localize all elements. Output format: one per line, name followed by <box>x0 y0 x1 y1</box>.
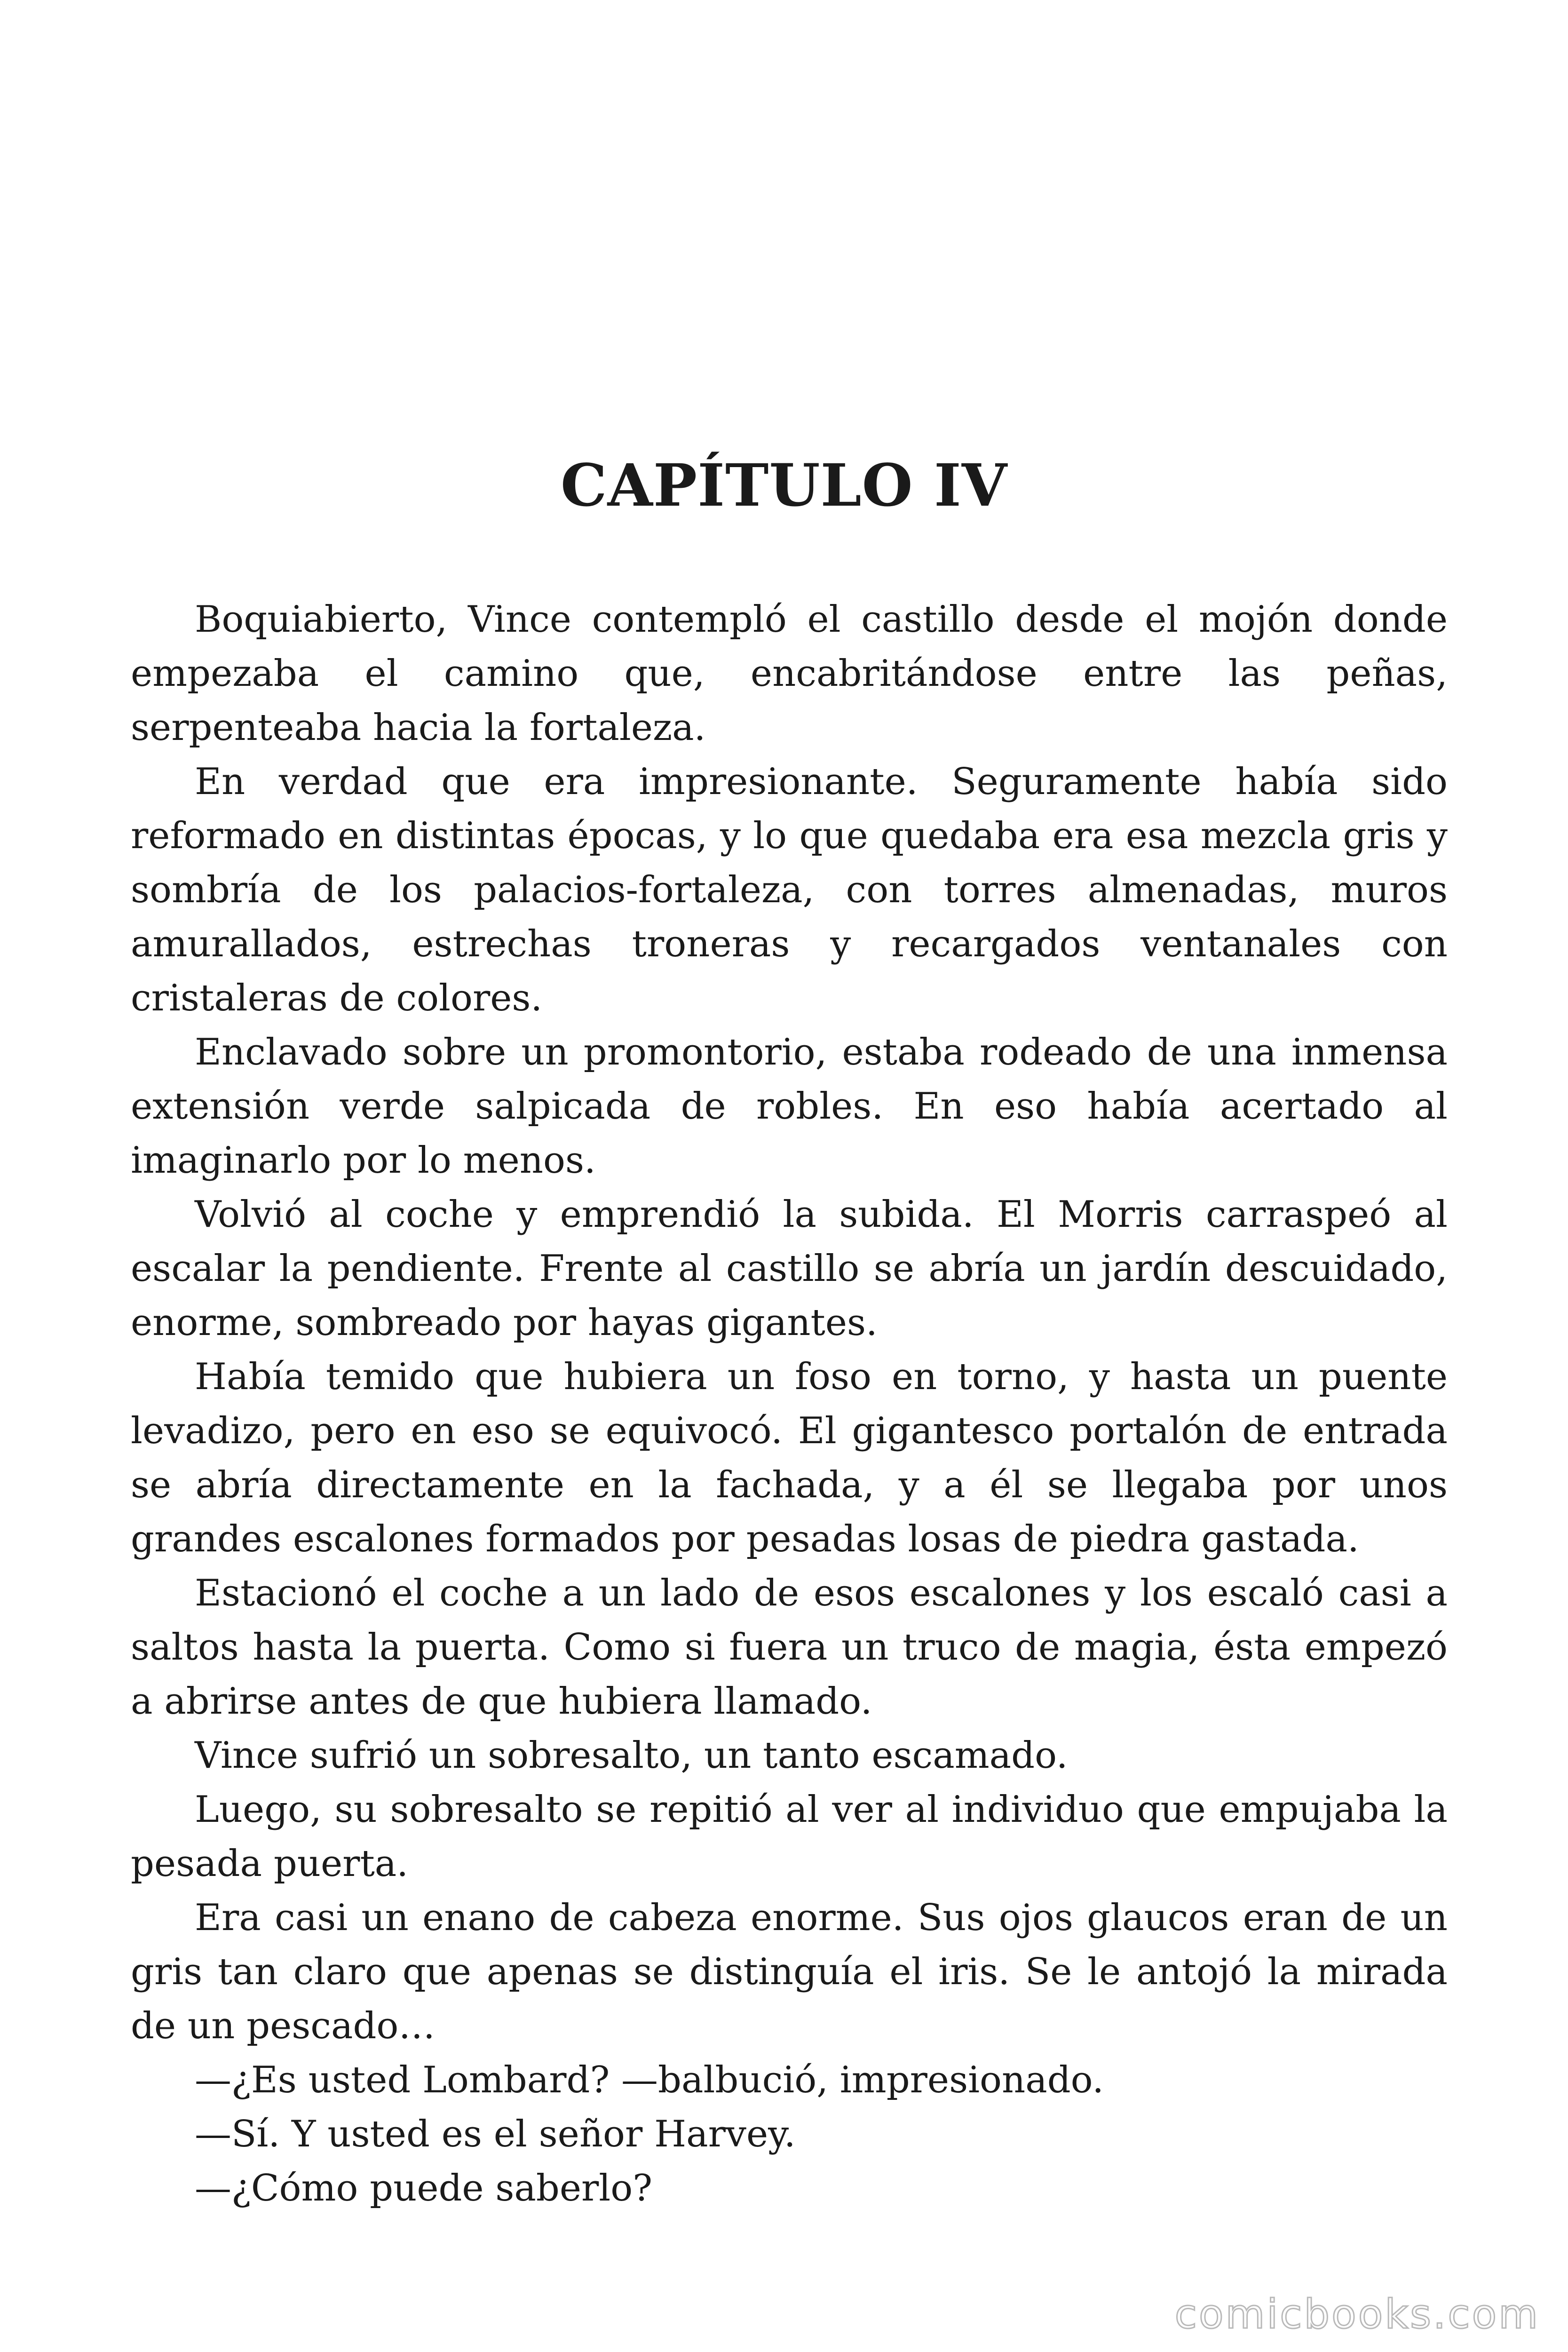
dialogue-line: —¿Es usted Lombard? —balbució, impresionado. <box>195 2059 1104 2101</box>
paragraph: Estacionó el coche a un lado de esos escalones y los escaló casi a saltos hasta la puerta. Como si fuera un truco de magia, ésta empezó a abrirse antes de que hubiera llamado. <box>131 1572 1448 1723</box>
paragraph: Boquiabierto, Vince contempló el castillo desde el mojón donde empezaba el camino que, encabritándose entre las peñas, serpenteaba hacia la fortaleza. <box>131 598 1448 749</box>
paragraph: Vince sufrió un sobresalto, un tanto escamado. <box>195 1734 1068 1777</box>
chapter-title: CAPÍTULO IV <box>560 452 1008 520</box>
chapter-body <box>131 593 1448 2216</box>
watermark: comicbooks.com <box>1174 2291 1540 2338</box>
paragraph: Luego, su sobresalto se repitió al ver al individuo que empujaba la pesada puerta. <box>131 1788 1448 1885</box>
paragraph: Era casi un enano de cabeza enorme. Sus ojos glaucos eran de un gris tan claro que apenas se distinguía el iris. Se le antojó la mirada de un pescado… <box>131 1897 1448 2047</box>
dialogue-line: —Sí. Y usted es el señor Harvey. <box>195 2113 796 2155</box>
paragraph: Enclavado sobre un promontorio, estaba rodeado de una inmensa extensión verde salpicada de robles. En eso había acertado al imaginarlo por lo menos. <box>131 1031 1448 1182</box>
paragraph: Volvió al coche y emprendió la subida. El Morris carraspeó al escalar la pendiente. Frente al castillo se abría un jardín descuidado, enorme, sombreado por hayas gigantes. <box>131 1193 1448 1344</box>
paragraph: Había temido que hubiera un foso en torno, y hasta un puente levadizo, pero en eso se equivocó. El gigantesco portalón de entrada se abría directamente en la fachada, y a él se llegaba por unos grandes escalones formados por pesadas losas de piedra gastada. <box>131 1356 1448 1560</box>
dialogue-line: —¿Cómo puede saberlo? <box>195 2167 653 2209</box>
paragraph: En verdad que era impresionante. Seguramente había sido reformado en distintas épocas, y lo que quedaba era esa mezcla gris y sombría de los palacios-fortaleza, con torres almenadas, muros amurallados, estrechas troneras y recargados ventanales con cristaleras de colores. <box>131 761 1448 1019</box>
